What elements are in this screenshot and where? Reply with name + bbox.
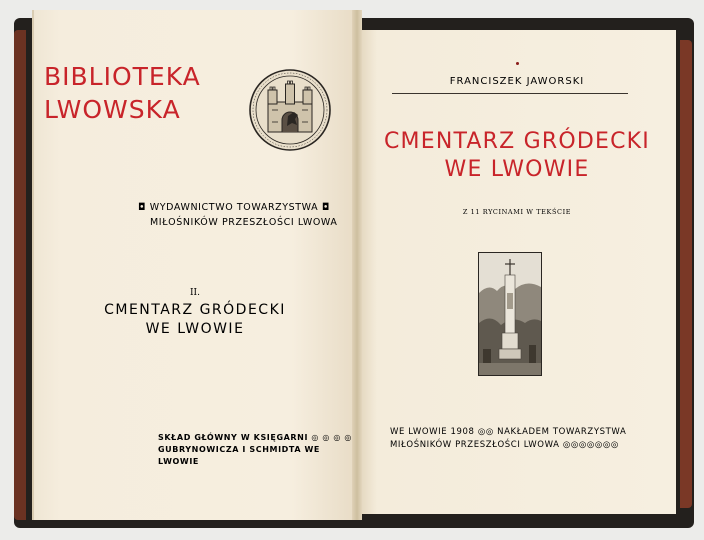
author-rule xyxy=(392,93,628,94)
series-title-line1: BIBLIOTEKA xyxy=(44,62,201,91)
right-page-footer xyxy=(390,426,650,452)
right-page-title xyxy=(358,128,676,184)
illustrations-note: Z 11 RYCINAMI W TEKŚCIE xyxy=(462,208,572,216)
publisher-line2: MIŁOŚNIKÓW PRZESZŁOŚCI LWOWA xyxy=(150,217,338,228)
left-footer-line1: SKŁAD GŁÓWNY W KSIĘGARNI ◎ ◎ ◎ ◎ xyxy=(158,433,352,442)
publisher-line1: ◘ WYDAWNICTWO TOWARZYSTWA ◘ xyxy=(138,202,330,213)
left-page-footer xyxy=(158,432,358,468)
series-title-line2: LWOWSKA xyxy=(44,95,181,124)
right-title-line1: CMENTARZ GRÓDECKI xyxy=(384,129,650,154)
cover-edge-left xyxy=(14,30,26,520)
ink-dot xyxy=(516,62,519,65)
volume-number: II. xyxy=(190,288,200,298)
publisher-block xyxy=(44,200,344,230)
right-title-line2: WE LWOWIE xyxy=(444,157,590,182)
imprint-line1: WE LWOWIE 1908 ◎◎ NAKŁADEM TOWARZYSTWA xyxy=(390,427,627,437)
left-title-line1: CMENTARZ GRÓDECKI xyxy=(104,302,286,318)
author-name: FRANCISZEK JAWORSKI xyxy=(449,76,585,87)
series-title xyxy=(44,60,254,126)
imprint-line2: MIŁOŚNIKÓW PRZESZŁOŚCI LWOWA ◎◎◎◎◎◎◎ xyxy=(390,440,619,450)
left-page-title xyxy=(34,301,356,339)
cover-edge-right xyxy=(680,40,692,508)
left-footer-line2: GUBRYNOWICZA I SCHMIDTA WE LWOWIE xyxy=(158,445,320,466)
city-coat-of-arms-seal-icon xyxy=(248,68,332,152)
left-title-line2: WE LWOWIE xyxy=(145,321,245,337)
cemetery-monument-photo-icon xyxy=(478,252,542,376)
